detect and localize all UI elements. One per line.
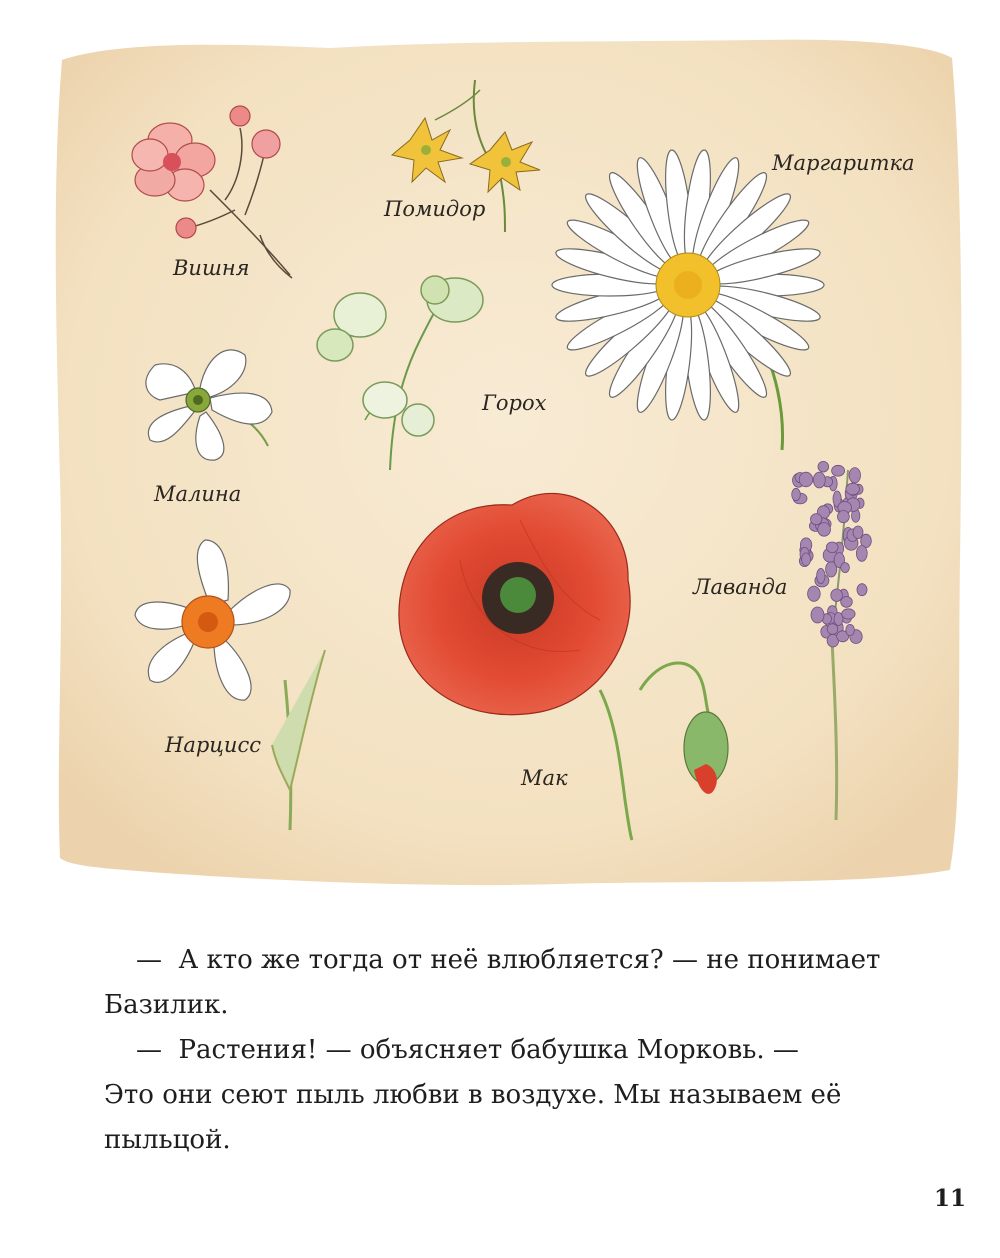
- lavender-bud: [853, 526, 863, 539]
- story-line-3: — Растения! — объясняет бабушка Морковь. —: [136, 1035, 799, 1065]
- lavender-bud: [832, 465, 845, 476]
- label-poppy: Мак: [521, 766, 568, 790]
- lavender-bud: [846, 624, 855, 635]
- lavender-bud: [808, 586, 821, 601]
- label-pea: Горох: [482, 391, 547, 415]
- label-raspberry: Малина: [154, 482, 242, 506]
- label-daisy: Маргаритка: [772, 151, 915, 175]
- lavender-bud: [842, 609, 855, 619]
- lavender-bud: [838, 510, 850, 522]
- story-line-5: пыльцой.: [104, 1125, 231, 1155]
- label-narcissus: Нарцисс: [165, 733, 261, 757]
- story-line-4: Это они сеют пыль любви в воздухе. Мы называем её: [104, 1080, 842, 1110]
- lavender-bud: [827, 624, 838, 635]
- page-number: 11: [934, 1185, 967, 1212]
- story-text: [104, 938, 924, 1163]
- label-cherry: Вишня: [173, 256, 250, 280]
- lavender-bud: [802, 553, 811, 566]
- lavender-bud: [818, 523, 831, 537]
- lavender-bud: [811, 514, 822, 525]
- story-line-2: Базилик.: [104, 990, 229, 1020]
- lavender-bud: [811, 607, 824, 623]
- lavender-bud: [846, 483, 860, 495]
- lavender-bud: [841, 563, 850, 573]
- label-lavender: Лаванда: [693, 575, 788, 599]
- label-tomato: Помидор: [384, 197, 486, 221]
- lavender-bud: [831, 589, 843, 601]
- lavender-bud: [817, 568, 825, 583]
- lavender-bud: [857, 584, 867, 596]
- lavender-bud: [849, 468, 860, 483]
- lavender-bud: [826, 542, 838, 553]
- lavender-bud: [799, 472, 813, 487]
- story-line-1: — А кто же тогда от неё влюбляется? — не понимает: [136, 945, 881, 975]
- lavender-bud: [818, 461, 829, 472]
- lavender-bud: [841, 597, 853, 608]
- lavender-bud: [813, 472, 825, 488]
- lavender-bud: [856, 546, 867, 562]
- lavender-bud: [792, 488, 801, 500]
